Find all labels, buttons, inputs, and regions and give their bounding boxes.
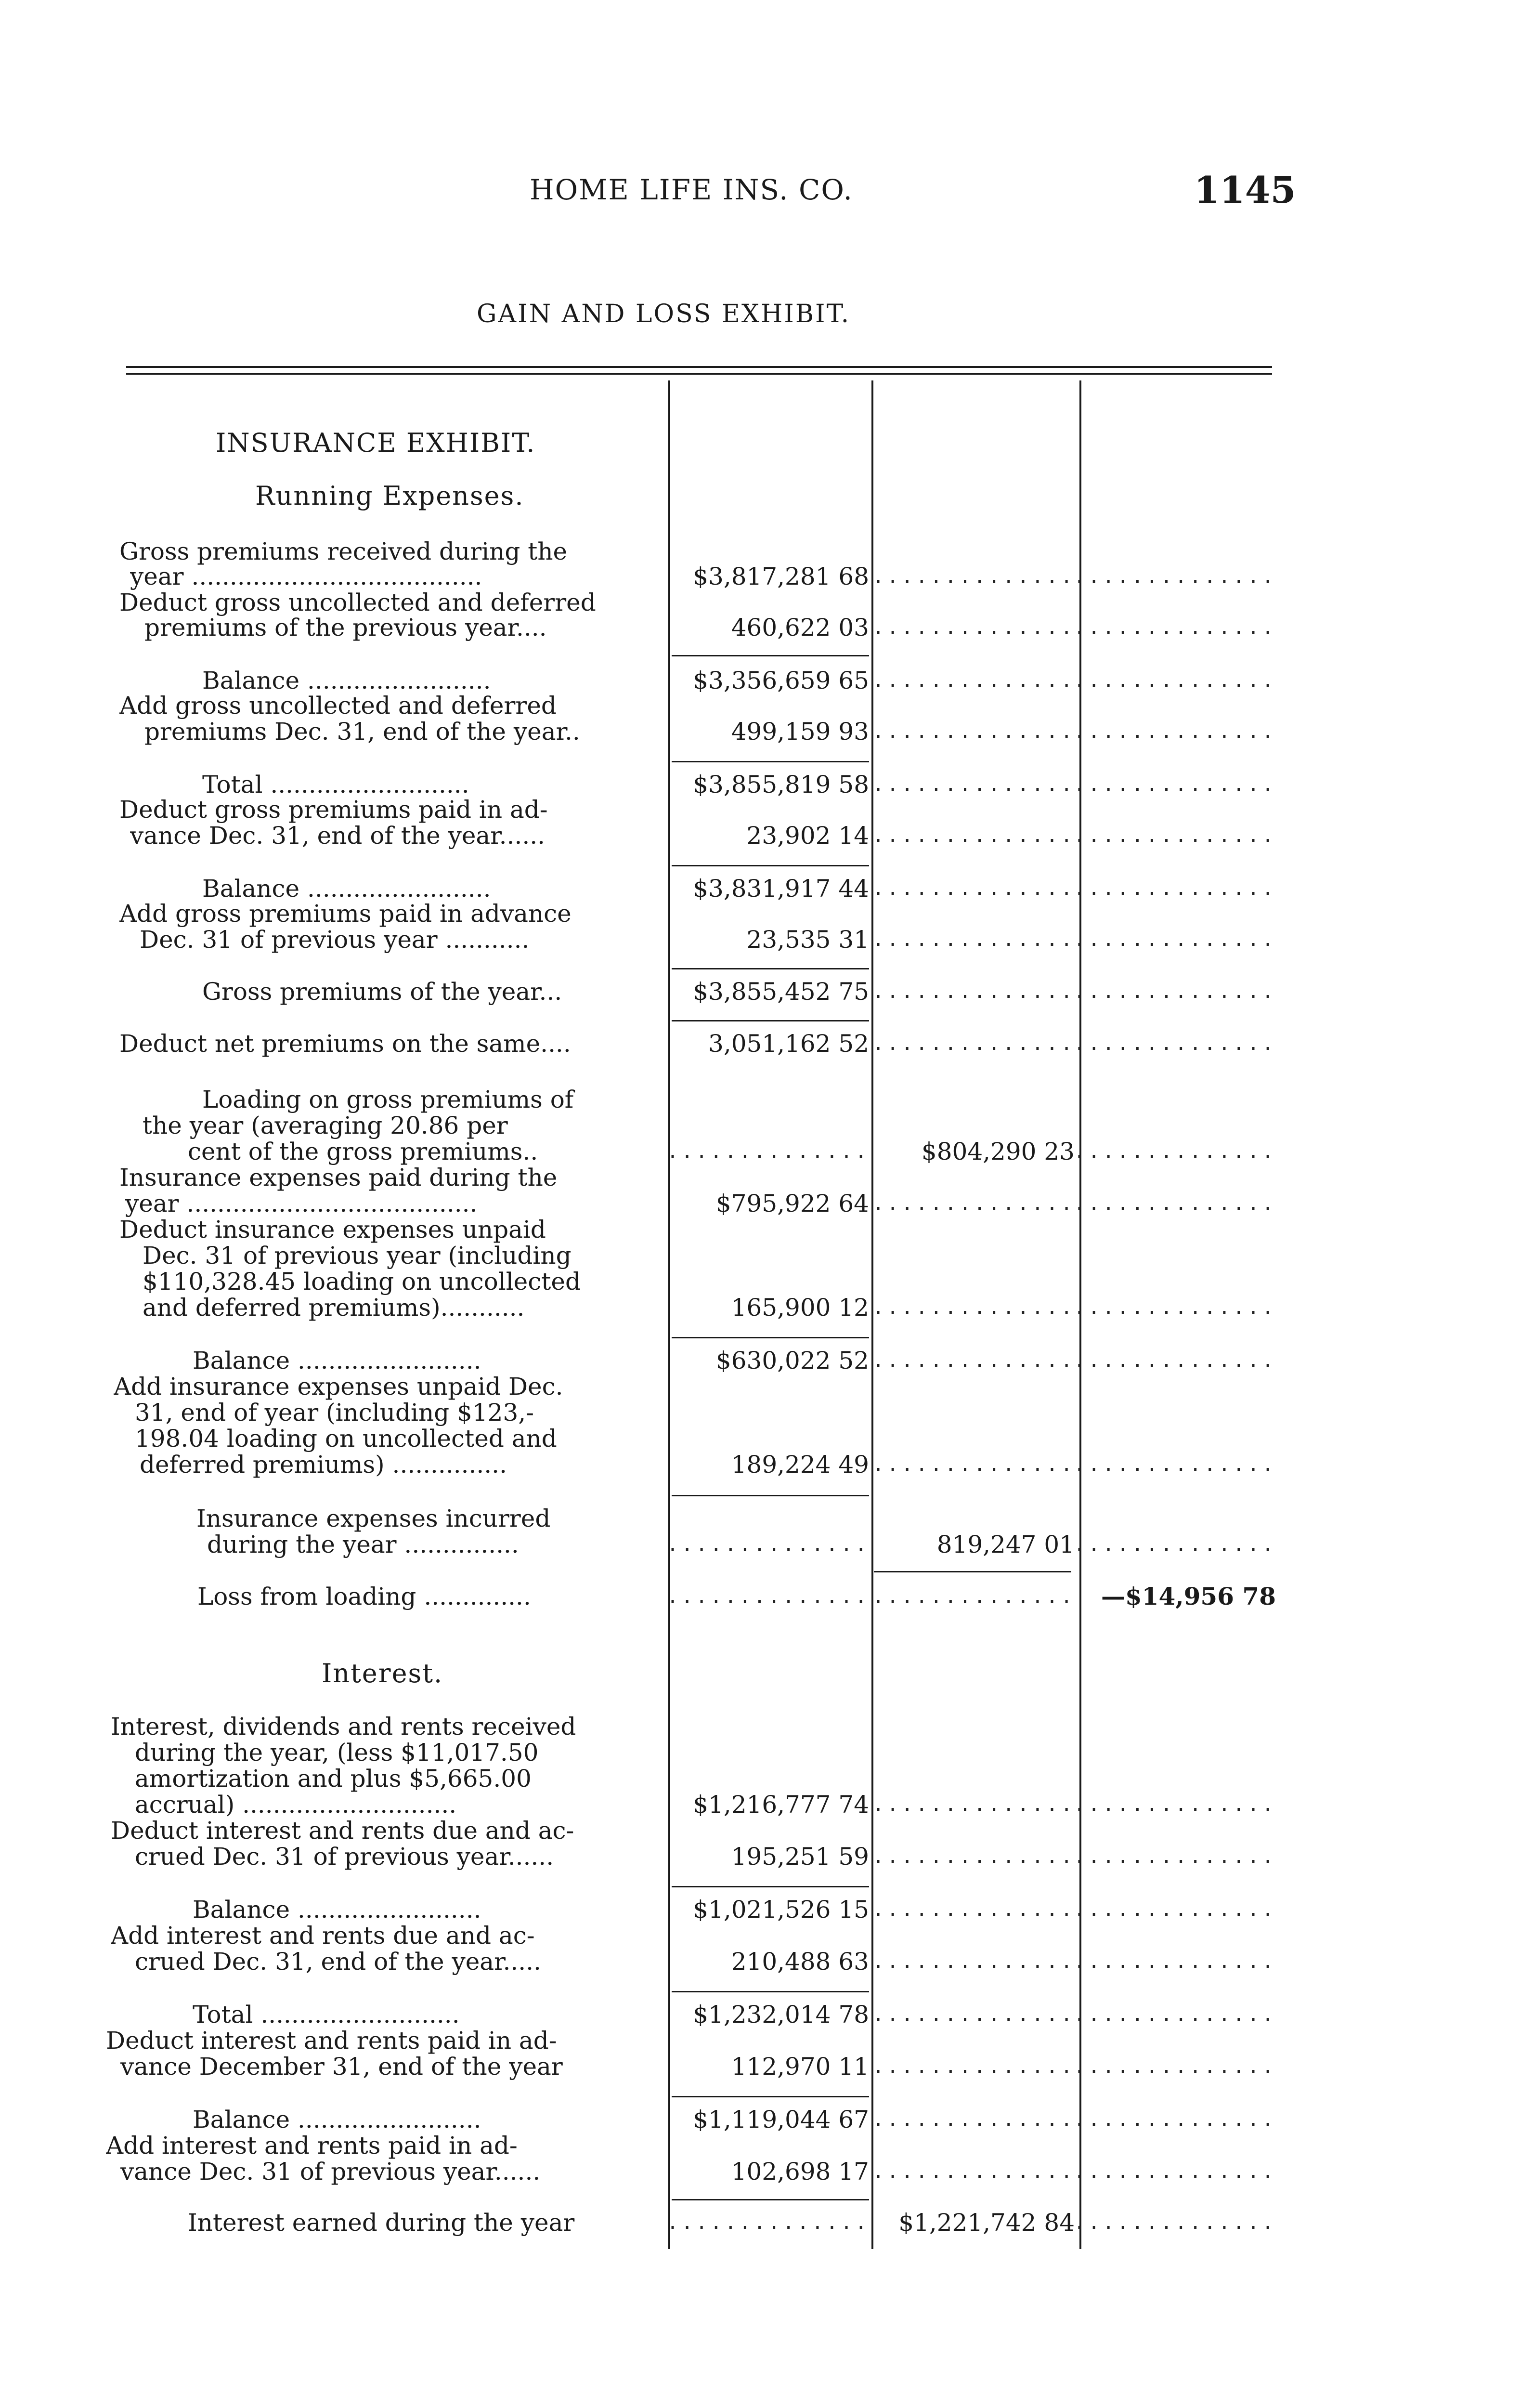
running-expenses-row-subtotal: .............. [872,877,1076,900]
running-expenses-row [0,1027,1533,1060]
running-expenses-row-label: Add gross uncollected and deferred [119,692,557,720]
running-expenses-row-amount: 23,902 14 [746,822,869,850]
running-expenses-row [0,819,1533,852]
running-expenses-row-amount: $3,356,659 65 [693,667,869,694]
running-expenses-row-result: .............. [1074,1033,1277,1055]
interest-row-label: crued Dec. 31, end of the year..... [135,1948,541,1976]
running-expenses-row-result: .............. [1074,1296,1277,1319]
running-expenses-row-label: Total .......................... [202,771,469,798]
running-expenses-row-amount: 460,622 03 [731,614,869,641]
running-expenses-row-amount: .............. [667,1533,870,1556]
subtotal-rule [672,1495,869,1496]
interest-row [0,2050,1533,2083]
running-expenses-row-label: Balance ........................ [202,667,491,694]
interest-row-label: accrual) ............................ [135,1791,457,1819]
exhibit-title: GAIN AND LOSS EXHIBIT. [477,300,851,328]
running-expenses-row-label: $110,328.45 loading on uncollected [143,1268,581,1296]
section-title: INSURANCE EXHIBIT. [216,428,536,458]
interest-row-subtotal: .............. [872,1793,1076,1816]
running-expenses-row-label: Balance ........................ [193,1347,481,1374]
running-expenses-row [0,923,1533,956]
interest-row-amount: $1,216,777 74 [693,1791,869,1819]
interest-row-label: Add interest and rents paid in ad- [106,2132,518,2159]
interest-row-subtotal: $1,221,742 84 [898,2209,1075,2237]
running-expenses-row-subtotal: $804,290 23 [921,1138,1075,1165]
running-expenses-row-subtotal: .............. [872,981,1076,1003]
running-expenses-row-label: Add gross premiums paid in advance [119,900,572,928]
running-expenses-row-label: during the year ............... [207,1531,519,1558]
interest-row-result: .............. [1074,2055,1277,2078]
interest-row-amount: .............. [667,2212,870,2234]
running-expenses-row-label: Loss from loading .............. [197,1583,531,1610]
subsection-running-expenses: Running Expenses. [255,481,524,511]
running-expenses-row-subtotal: .............. [872,929,1076,951]
running-expenses-row-amount: 189,224 49 [731,1451,869,1479]
running-expenses-row-label: Dec. 31 of previous year ........... [140,926,530,954]
interest-row-label: Interest, dividends and rents received [111,1713,576,1741]
interest-row-amount: $1,021,526 15 [693,1896,869,1924]
running-expenses-row-amount: $3,817,281 68 [693,563,869,590]
subtotal-rule [672,1020,869,1021]
interest-row-label: amortization and plus $5,665.00 [135,1765,532,1793]
interest-row-subtotal: .............. [872,2160,1076,2183]
running-expenses-row-subtotal: .............. [872,565,1076,588]
running-expenses-row [0,715,1533,748]
running-expenses-row-label: year ...................................... [130,563,482,590]
running-expenses-row-label: Insurance expenses incurred [196,1505,551,1532]
running-expenses-row-subtotal: .............. [872,1349,1076,1372]
running-expenses-row-result: .............. [1074,981,1277,1003]
interest-row-label: Balance ........................ [193,1896,481,1924]
interest-row-label: Total .......................... [193,2001,460,2028]
running-expenses-row-label: the year (averaging 20.86 per [143,1112,508,1139]
interest-row [0,1945,1533,1978]
running-expenses-row-label: Add insurance expenses unpaid Dec. [114,1373,563,1400]
running-expenses-row-label: Balance ........................ [202,875,491,903]
running-expenses-row-label: premiums of the previous year.... [144,614,547,641]
running-expenses-row-subtotal: .............. [872,616,1076,639]
running-expenses-row-amount: $795,922 64 [715,1190,869,1217]
interest-row [0,1840,1533,1873]
running-expenses-row-amount: .............. [667,1140,870,1163]
running-expenses-row-label: 198.04 loading on uncollected and [135,1425,557,1453]
subtotal-rule [672,1337,869,1338]
interest-row-amount: 112,970 11 [731,2053,869,2081]
interest-row-result: .............. [1074,1950,1277,1973]
running-expenses-row-result: .............. [1074,616,1277,639]
interest-row-result: .............. [1074,2108,1277,2131]
subtotal-rule [672,655,869,656]
running-expenses-row-label: premiums Dec. 31, end of the year.. [144,718,580,746]
running-expenses-row-result: .............. [1074,1453,1277,1476]
subtotal-rule [672,2199,869,2200]
running-expenses-row-subtotal: .............. [872,720,1076,743]
running-expenses-row-subtotal: .............. [872,669,1076,692]
interest-row-result: .............. [1074,1845,1277,1868]
running-expenses-row-label: cent of the gross premiums.. [188,1138,538,1165]
page-number: 1145 [1194,169,1296,211]
running-expenses-row-subtotal: .............. [872,1033,1076,1055]
running-expenses-row-result: .............. [1074,929,1277,951]
interest-row-result: .............. [1074,1793,1277,1816]
running-expenses-row-subtotal: .............. [872,1585,1076,1608]
running-expenses-row-result: .............. [1074,1533,1277,1556]
interest-row [0,2206,1533,2239]
interest-row [0,2155,1533,2188]
running-expenses-row [0,611,1533,644]
interest-row-label: vance December 31, end of the year [120,2053,563,2081]
running-expenses-row-amount: .............. [667,1585,870,1608]
interest-row-amount: $1,232,014 78 [693,2001,869,2028]
subtotal-rule [672,1991,869,1992]
running-head: HOME LIFE INS. CO. [530,173,853,206]
running-expenses-row-label: and deferred premiums)........... [143,1294,525,1322]
interest-row-subtotal: .............. [872,2108,1076,2131]
interest-row-label: Deduct interest and rents due and ac- [111,1817,574,1845]
interest-row-label: Deduct interest and rents paid in ad- [106,2027,557,2055]
subtotal-rule [672,865,869,866]
subtotal-rule [672,968,869,969]
running-expenses-row-label: year ...................................... [125,1190,478,1217]
interest-row-subtotal: .............. [872,2003,1076,2026]
running-expenses-row [0,975,1533,1008]
subtotal-rule [672,2096,869,2097]
running-expenses-row [0,1580,1533,1613]
subsection-interest: Interest. [322,1658,443,1688]
running-expenses-row-subtotal: 819,247 01 [936,1531,1075,1558]
running-expenses-row [0,1528,1533,1561]
running-expenses-row-result: .............. [1074,1349,1277,1372]
running-expenses-row-label: Gross premiums received during the [119,537,568,565]
interest-row-amount: 210,488 63 [731,1948,869,1976]
running-expenses-row [0,1291,1533,1324]
top-rule-double [126,373,1272,375]
running-expenses-row-amount: $630,022 52 [715,1347,869,1374]
interest-row-amount: 102,698 17 [731,2158,869,2186]
running-expenses-row-result: .............. [1074,773,1277,796]
running-expenses-row-label: vance Dec. 31, end of the year...... [130,822,546,850]
interest-row-amount: $1,119,044 67 [693,2106,869,2133]
running-expenses-row-result: .............. [1074,720,1277,743]
interest-row-subtotal: .............. [872,2055,1076,2078]
running-expenses-row-subtotal: .............. [872,1453,1076,1476]
interest-row-label: Balance ........................ [193,2106,481,2133]
running-expenses-row-amount: $3,831,917 44 [693,875,869,903]
running-expenses-row-subtotal: .............. [872,824,1076,847]
subtotal-rule [874,1571,1071,1572]
running-expenses-row-label: Loading on gross premiums of [202,1086,574,1113]
running-expenses-row-label: deferred premiums) ............... [140,1451,507,1479]
interest-row-label: Interest earned during the year [188,2209,575,2237]
subtotal-rule [672,761,869,762]
running-expenses-row-label: Deduct net premiums on the same.... [119,1030,571,1058]
running-expenses-row-result: .............. [1074,877,1277,900]
interest-row-subtotal: .............. [872,1950,1076,1973]
interest-row-result: .............. [1074,2160,1277,2183]
running-expenses-row-label: Deduct insurance expenses unpaid [119,1216,546,1243]
interest-row-result: .............. [1074,1898,1277,1921]
interest-row-amount: 195,251 59 [731,1843,869,1871]
interest-row-result: .............. [1074,2212,1277,2234]
running-expenses-row-amount: $3,855,452 75 [693,978,869,1006]
running-expenses-row-label: Dec. 31 of previous year (including [143,1242,572,1269]
interest-row-subtotal: .............. [872,1845,1076,1868]
running-expenses-row-result: .............. [1074,1192,1277,1215]
running-expenses-row-result: —$14,956 78 [1101,1582,1276,1610]
interest-row-label: Add interest and rents due and ac- [111,1922,535,1950]
interest-row-label: during the year, (less $11,017.50 [135,1739,539,1767]
running-expenses-row-label: Insurance expenses paid during the [119,1164,558,1191]
running-expenses-row-result: .............. [1074,565,1277,588]
interest-row-subtotal: .............. [872,1898,1076,1921]
running-expenses-row-amount: 165,900 12 [731,1294,869,1322]
running-expenses-row-subtotal: .............. [872,1192,1076,1215]
running-expenses-row-label: Deduct gross uncollected and deferred [119,589,596,616]
running-expenses-row-subtotal: .............. [872,1296,1076,1319]
interest-row-label: crued Dec. 31 of previous year...... [135,1843,554,1871]
running-expenses-row-result: .............. [1074,669,1277,692]
running-expenses-row-amount: 23,535 31 [746,926,869,954]
running-expenses-row-label: Gross premiums of the year... [202,978,562,1006]
subtotal-rule [672,1886,869,1887]
running-expenses-row-label: Deduct gross premiums paid in ad- [119,796,548,824]
running-expenses-row-amount: 3,051,162 52 [708,1030,869,1058]
running-expenses-row-result: .............. [1074,1140,1277,1163]
running-expenses-row-amount: $3,855,819 58 [693,771,869,798]
running-expenses-row-subtotal: .............. [872,773,1076,796]
running-expenses-row-amount: 499,159 93 [731,718,869,746]
interest-row-label: vance Dec. 31 of previous year...... [120,2158,541,2186]
top-rule [126,366,1272,368]
running-expenses-row-result: .............. [1074,824,1277,847]
running-expenses-row [0,1448,1533,1481]
interest-row-result: .............. [1074,2003,1277,2026]
running-expenses-row-label: 31, end of year (including $123,- [135,1399,534,1426]
